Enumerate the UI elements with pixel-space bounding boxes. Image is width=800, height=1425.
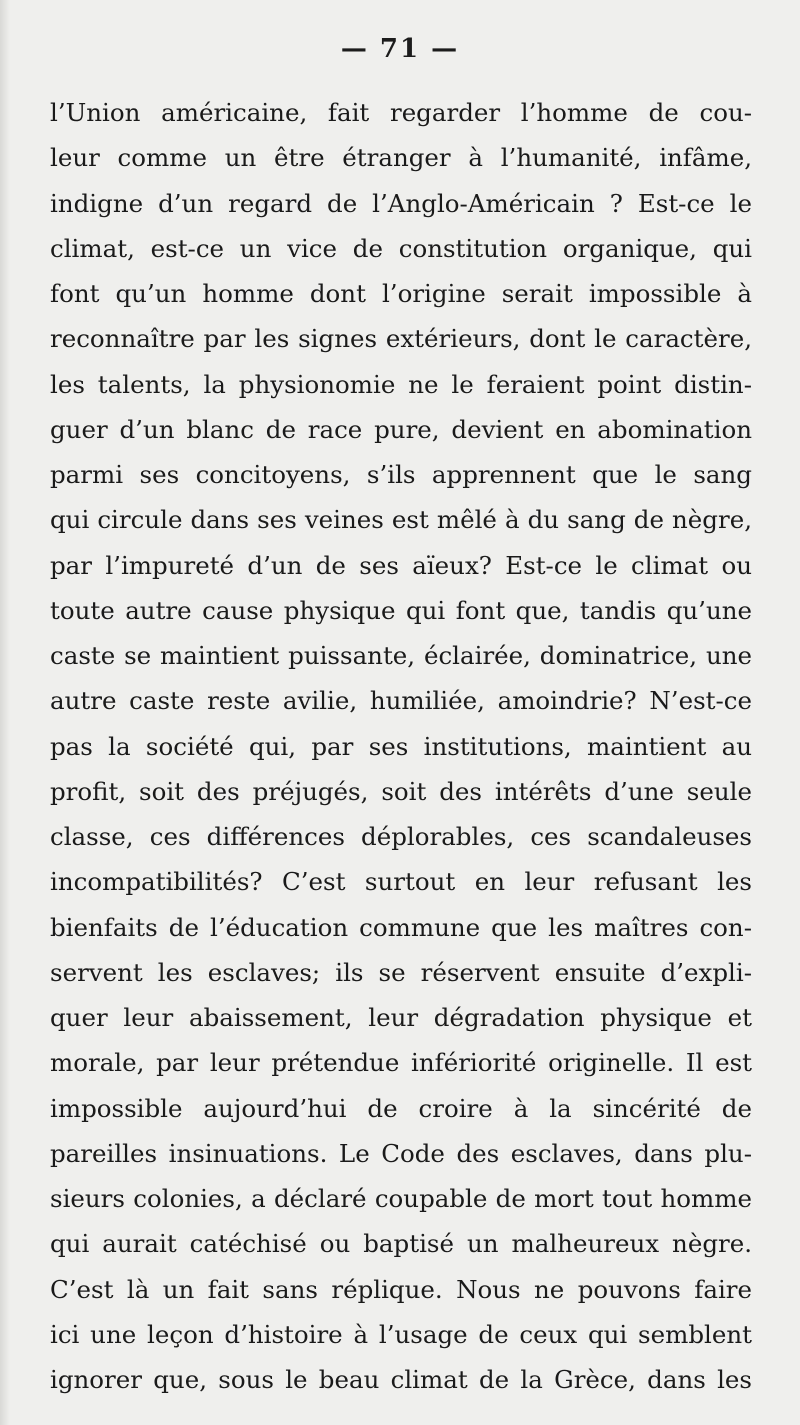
text-line: autre caste reste avilie, humiliée, amoindrie? N’est-ce (50, 686, 752, 716)
text-line: quer leur abaissement, leur dégradation physique et (50, 1003, 752, 1032)
body-text (50, 90, 752, 1402)
text-line: l’Union américaine, fait regarder l’homme de cou- (50, 98, 752, 127)
text-line: incompatibilités? C’est surtout en leur refusant les (50, 867, 752, 897)
text-line: qui circule dans ses veines est mêlé à du sang de nègre, (50, 505, 752, 535)
text-line: qui aurait catéchisé ou baptisé un malheureux nègre. (50, 1229, 752, 1259)
text-line: par l’impureté d’un de ses aïeux? Est-ce le climat ou (50, 550, 752, 580)
text-line: profit, soit des préjugés, soit des intérêts d’une seule (50, 776, 752, 806)
text-line: ici une leçon d’histoire à l’usage de ceux qui semblent (50, 1319, 752, 1349)
text-line: caste se maintient puissante, éclairée, dominatrice, une (50, 641, 752, 670)
text-line: reconnaître par les signes extérieurs, dont le caractère, (50, 324, 752, 354)
text-line: parmi ses concitoyens, s’ils apprennent que le sang (50, 460, 752, 489)
page-edge-shadow (0, 0, 10, 1425)
text-line: sieurs colonies, a déclaré coupable de mort tout homme (50, 1184, 752, 1213)
text-line: guer d’un blanc de race pure, devient en abomination (50, 414, 752, 444)
text-line: climat, est-ce un vice de constitution organique, qui (50, 233, 752, 263)
text-line: les talents, la physionomie ne le feraient point distin- (50, 369, 752, 399)
text-line: leur comme un être étranger à l’humanité, infâme, (50, 143, 752, 173)
text-line: servent les esclaves; ils se réservent ensuite d’expli- (50, 957, 752, 987)
text-line: classe, ces différences déplorables, ces scandaleuses (50, 822, 752, 851)
text-line: pareilles insinuations. Le Code des esclaves, dans plu- (50, 1138, 752, 1168)
text-line: impossible aujourd’hui de croire à la sincérité de (50, 1093, 752, 1123)
text-line: toute autre cause physique qui font que, tandis qu’une (50, 595, 752, 625)
text-line: indigne d’un regard de l’Anglo-Américain ? Est-ce le (50, 188, 752, 218)
text-line: morale, par leur prétendue infériorité originelle. Il est (50, 1048, 752, 1078)
text-line: bienfaits de l’éducation commune que les maîtres con- (50, 912, 752, 942)
text-line: ignorer que, sous le beau climat de la Grèce, dans les (50, 1365, 752, 1394)
page-number: — 71 — (340, 34, 460, 64)
text-line: font qu’un homme dont l’origine serait impossible à (50, 279, 752, 308)
text-line: pas la société qui, par ses institutions, maintient au (50, 731, 752, 761)
text-line: C’est là un fait sans réplique. Nous ne pouvons faire (50, 1274, 752, 1304)
